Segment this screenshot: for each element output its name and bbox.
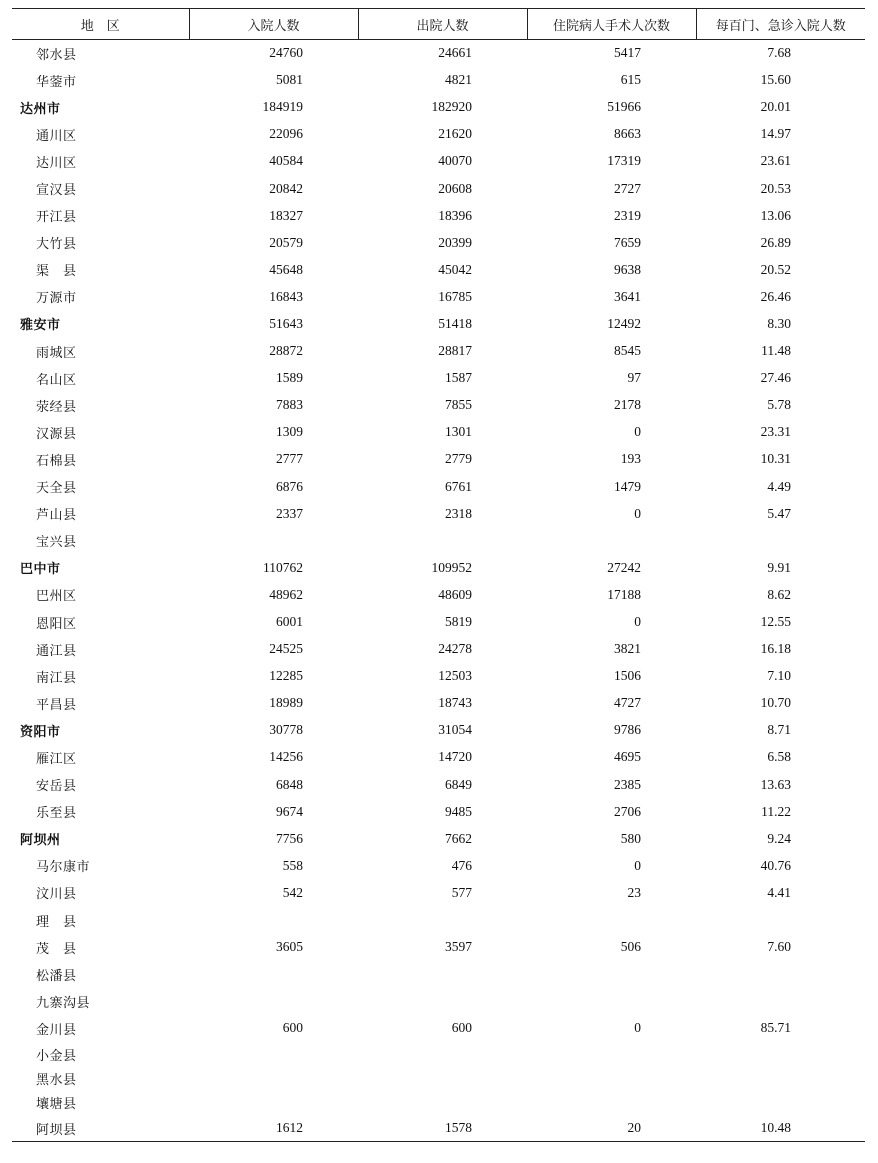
header-admission-rate: 每百门、急诊入院人数 bbox=[696, 9, 865, 40]
surgeries-cell: 2319 bbox=[614, 207, 641, 223]
admission-rate-cell bbox=[696, 1066, 865, 1090]
table-row bbox=[12, 1091, 865, 1115]
table-row bbox=[12, 202, 865, 229]
admissions-cell: 7883 bbox=[276, 397, 303, 413]
discharges-cell: 2318 bbox=[445, 505, 472, 521]
region-name-cell: 黑水县 bbox=[36, 1072, 77, 1088]
surgeries-cell: 2178 bbox=[614, 397, 641, 413]
surgeries-cell: 0 bbox=[634, 857, 641, 873]
surgeries-cell: 9638 bbox=[614, 261, 641, 277]
table-body bbox=[12, 40, 865, 1142]
table-row bbox=[12, 473, 865, 500]
admissions-cell: 558 bbox=[282, 857, 303, 873]
surgeries-cell: 580 bbox=[620, 830, 641, 846]
surgeries-cell: 7659 bbox=[614, 234, 641, 250]
admissions-cell: 7756 bbox=[276, 830, 303, 846]
admissions-cell: 45648 bbox=[269, 261, 303, 277]
discharges-cell: 6849 bbox=[445, 776, 472, 792]
discharges-cell: 18743 bbox=[438, 695, 472, 711]
admission-rate-cell: 4.49 bbox=[767, 478, 791, 494]
admission-rate-cell: 7.10 bbox=[767, 668, 791, 684]
admission-rate-cell: 27.46 bbox=[760, 370, 791, 386]
header-discharges: 出院人数 bbox=[358, 9, 527, 40]
admission-rate-cell: 26.89 bbox=[760, 234, 791, 250]
table-row bbox=[12, 608, 865, 635]
region-name-cell: 巴州区 bbox=[36, 589, 77, 605]
table-row bbox=[12, 365, 865, 392]
admission-rate-cell: 16.18 bbox=[760, 641, 791, 657]
surgeries-cell: 3821 bbox=[614, 641, 641, 657]
admissions-cell: 18327 bbox=[269, 207, 303, 223]
admissions-cell: 51643 bbox=[269, 315, 303, 331]
discharges-cell bbox=[358, 907, 527, 934]
table-row bbox=[12, 636, 865, 663]
region-name-cell: 荥经县 bbox=[36, 399, 77, 415]
table-row bbox=[12, 934, 865, 961]
admission-rate-cell: 23.31 bbox=[760, 424, 791, 440]
admissions-cell bbox=[189, 1091, 358, 1115]
table-row bbox=[12, 581, 865, 608]
surgeries-cell bbox=[527, 988, 696, 1015]
admission-rate-cell: 40.76 bbox=[760, 857, 791, 873]
discharges-cell: 3597 bbox=[445, 939, 472, 955]
admission-rate-cell: 7.60 bbox=[767, 939, 791, 955]
admission-rate-cell: 11.22 bbox=[761, 803, 791, 819]
table-row bbox=[12, 879, 865, 906]
admissions-cell: 3605 bbox=[276, 939, 303, 955]
admissions-cell: 48962 bbox=[269, 586, 303, 602]
admissions-cell bbox=[189, 1066, 358, 1090]
table-row bbox=[12, 907, 865, 934]
admissions-cell: 20579 bbox=[269, 234, 303, 250]
discharges-cell bbox=[358, 1066, 527, 1090]
region-name-cell: 名山区 bbox=[36, 372, 77, 388]
region-name-cell: 小金县 bbox=[36, 1048, 77, 1064]
admissions-cell: 1309 bbox=[276, 424, 303, 440]
discharges-cell bbox=[358, 1091, 527, 1115]
region-name-cell: 金川县 bbox=[36, 1022, 77, 1038]
discharges-cell: 182920 bbox=[431, 99, 472, 115]
region-name-cell: 通川区 bbox=[36, 128, 77, 144]
admissions-cell: 2337 bbox=[276, 505, 303, 521]
discharges-cell bbox=[358, 988, 527, 1015]
region-name-cell: 阿坝县 bbox=[12, 1115, 189, 1142]
admission-rate-cell: 14.97 bbox=[760, 126, 791, 142]
admissions-cell: 6848 bbox=[276, 776, 303, 792]
admissions-cell bbox=[189, 907, 358, 934]
admissions-cell: 20842 bbox=[269, 180, 303, 196]
admissions-cell: 12285 bbox=[269, 668, 303, 684]
admissions-cell: 6001 bbox=[276, 614, 303, 630]
discharges-cell: 16785 bbox=[438, 288, 472, 304]
discharges-cell: 24661 bbox=[438, 45, 472, 61]
discharges-cell: 51418 bbox=[438, 315, 472, 331]
discharges-cell: 600 bbox=[451, 1020, 472, 1036]
surgeries-cell: 615 bbox=[620, 72, 641, 88]
region-name-cell: 达川区 bbox=[36, 155, 77, 171]
region-name-cell: 理 县 bbox=[36, 914, 77, 930]
statistics-table-container bbox=[12, 8, 865, 1142]
region-name-cell: 宣汉县 bbox=[36, 183, 77, 199]
table-row bbox=[12, 338, 865, 365]
admission-rate-cell: 8.30 bbox=[767, 315, 791, 331]
region-name-cell: 乐至县 bbox=[36, 806, 77, 822]
admissions-cell bbox=[189, 527, 358, 554]
table-row bbox=[12, 148, 865, 175]
table-row-city bbox=[12, 825, 865, 852]
admissions-cell: 2777 bbox=[276, 451, 303, 467]
surgeries-cell: 2727 bbox=[614, 180, 641, 196]
region-name-cell: 雁江区 bbox=[36, 751, 77, 767]
admissions-cell bbox=[189, 961, 358, 988]
admissions-cell bbox=[189, 1042, 358, 1066]
table-row bbox=[12, 1042, 865, 1066]
admission-rate-cell: 20.01 bbox=[760, 99, 791, 115]
discharges-cell: 6761 bbox=[445, 478, 472, 494]
admissions-cell: 40584 bbox=[269, 153, 303, 169]
surgeries-cell bbox=[527, 1066, 696, 1090]
surgeries-cell: 4695 bbox=[614, 749, 641, 765]
region-name-cell: 平昌县 bbox=[36, 697, 77, 713]
surgeries-cell: 0 bbox=[634, 614, 641, 630]
admission-rate-cell: 5.78 bbox=[767, 397, 791, 413]
discharges-cell: 12503 bbox=[438, 668, 472, 684]
region-name-cell: 恩阳区 bbox=[36, 616, 77, 632]
admissions-cell: 110762 bbox=[263, 559, 303, 575]
surgeries-cell: 0 bbox=[634, 1020, 641, 1036]
surgeries-cell: 5417 bbox=[614, 45, 641, 61]
admission-rate-cell: 10.48 bbox=[696, 1115, 865, 1142]
discharges-cell: 7855 bbox=[445, 397, 472, 413]
region-name-cell: 天全县 bbox=[36, 481, 77, 497]
surgeries-cell: 1479 bbox=[614, 478, 641, 494]
surgeries-cell: 0 bbox=[634, 424, 641, 440]
table-row bbox=[12, 798, 865, 825]
admission-rate-cell: 85.71 bbox=[760, 1020, 791, 1036]
admission-rate-cell bbox=[696, 1042, 865, 1066]
surgeries-cell: 1506 bbox=[614, 668, 641, 684]
admission-rate-cell: 4.41 bbox=[767, 884, 791, 900]
region-name-cell: 茂 县 bbox=[36, 941, 77, 957]
region-name-cell: 资阳市 bbox=[20, 724, 61, 740]
admission-rate-cell: 8.62 bbox=[767, 586, 791, 602]
surgeries-cell: 506 bbox=[620, 939, 641, 955]
admission-rate-cell: 12.55 bbox=[760, 614, 791, 630]
region-name-cell: 华蓥市 bbox=[36, 74, 77, 90]
discharges-cell: 2779 bbox=[445, 451, 472, 467]
admissions-cell: 542 bbox=[282, 884, 303, 900]
admission-rate-cell bbox=[696, 1091, 865, 1115]
discharges-cell bbox=[358, 527, 527, 554]
surgeries-cell: 2706 bbox=[614, 803, 641, 819]
discharges-cell: 24278 bbox=[438, 641, 472, 657]
discharges-cell: 40070 bbox=[438, 153, 472, 169]
admissions-cell: 184919 bbox=[262, 99, 303, 115]
admissions-cell: 22096 bbox=[269, 126, 303, 142]
discharges-cell: 4821 bbox=[445, 72, 472, 88]
table-row bbox=[12, 1115, 865, 1142]
region-name-cell: 汶川县 bbox=[36, 887, 77, 903]
surgeries-cell: 23 bbox=[627, 884, 641, 900]
region-name-cell: 南江县 bbox=[36, 670, 77, 686]
surgeries-cell: 12492 bbox=[607, 315, 641, 331]
discharges-cell: 31054 bbox=[438, 722, 472, 738]
admission-rate-cell: 26.46 bbox=[760, 288, 791, 304]
region-name-cell: 石棉县 bbox=[36, 453, 77, 469]
admission-rate-cell: 20.52 bbox=[760, 261, 791, 277]
admission-rate-cell: 9.91 bbox=[767, 559, 791, 575]
admission-rate-cell: 8.71 bbox=[767, 722, 791, 738]
region-name-cell: 渠 县 bbox=[36, 264, 77, 280]
surgeries-cell: 8663 bbox=[614, 126, 641, 142]
admissions-cell: 1589 bbox=[276, 370, 303, 386]
discharges-cell: 48609 bbox=[438, 586, 472, 602]
region-name-cell: 壤塘县 bbox=[36, 1097, 77, 1113]
table-row bbox=[12, 419, 865, 446]
surgeries-cell: 0 bbox=[634, 505, 641, 521]
region-name-cell: 宝兴县 bbox=[36, 535, 77, 551]
admissions-cell: 30778 bbox=[269, 722, 303, 738]
surgeries-cell: 193 bbox=[620, 451, 641, 467]
table-row bbox=[12, 852, 865, 879]
discharges-cell: 7662 bbox=[445, 830, 472, 846]
admission-rate-cell: 6.58 bbox=[767, 749, 791, 765]
admission-rate-cell: 11.48 bbox=[761, 343, 791, 359]
admission-rate-cell bbox=[696, 527, 865, 554]
table-row bbox=[12, 744, 865, 771]
header-admissions: 入院人数 bbox=[189, 9, 358, 40]
surgeries-cell: 27242 bbox=[607, 559, 641, 575]
region-name-cell: 万源市 bbox=[36, 291, 77, 307]
admission-rate-cell: 15.60 bbox=[760, 72, 791, 88]
header-surgeries: 住院病人手术人次数 bbox=[527, 9, 696, 40]
discharges-cell: 18396 bbox=[438, 207, 472, 223]
table-row bbox=[12, 690, 865, 717]
table-row bbox=[12, 175, 865, 202]
discharges-cell: 1587 bbox=[445, 370, 472, 386]
discharges-cell: 21620 bbox=[438, 126, 472, 142]
table-row bbox=[12, 961, 865, 988]
table-row bbox=[12, 446, 865, 473]
region-name-cell: 开江县 bbox=[36, 210, 77, 226]
table-row bbox=[12, 1015, 865, 1042]
admission-rate-cell: 10.31 bbox=[760, 451, 791, 467]
region-name-cell: 九寨沟县 bbox=[36, 995, 91, 1011]
discharges-cell: 28817 bbox=[438, 343, 472, 359]
discharges-cell: 9485 bbox=[445, 803, 472, 819]
admissions-cell: 600 bbox=[282, 1020, 303, 1036]
table-row bbox=[12, 121, 865, 148]
table-row bbox=[12, 771, 865, 798]
admission-rate-cell: 7.68 bbox=[767, 45, 791, 61]
admission-rate-cell: 13.06 bbox=[760, 207, 791, 223]
surgeries-cell: 20 bbox=[527, 1115, 696, 1142]
region-name-cell: 邻水县 bbox=[36, 47, 77, 63]
discharges-cell: 1578 bbox=[358, 1115, 527, 1142]
table-row bbox=[12, 663, 865, 690]
table-row bbox=[12, 67, 865, 94]
admissions-cell: 18989 bbox=[269, 695, 303, 711]
surgeries-cell bbox=[527, 1042, 696, 1066]
discharges-cell: 20608 bbox=[438, 180, 472, 196]
table-header bbox=[12, 9, 865, 40]
surgeries-cell: 4727 bbox=[614, 695, 641, 711]
surgeries-cell: 17319 bbox=[607, 153, 641, 169]
region-name-cell: 大竹县 bbox=[36, 237, 77, 253]
surgeries-cell: 2385 bbox=[614, 776, 641, 792]
region-name-cell: 马尔康市 bbox=[36, 860, 91, 876]
region-name-cell: 雅安市 bbox=[20, 318, 61, 334]
region-name-cell: 安岳县 bbox=[36, 779, 77, 795]
table-row bbox=[12, 527, 865, 554]
admissions-cell: 1612 bbox=[189, 1115, 358, 1142]
admission-rate-cell bbox=[696, 988, 865, 1015]
discharges-cell: 109952 bbox=[431, 559, 472, 575]
surgeries-cell bbox=[527, 527, 696, 554]
surgeries-cell: 9786 bbox=[614, 722, 641, 738]
discharges-cell bbox=[358, 1042, 527, 1066]
admissions-cell: 16843 bbox=[269, 288, 303, 304]
discharges-cell bbox=[358, 961, 527, 988]
table-row-city bbox=[12, 554, 865, 581]
admissions-cell: 28872 bbox=[269, 343, 303, 359]
discharges-cell: 476 bbox=[451, 857, 472, 873]
region-name-cell: 雨城区 bbox=[36, 345, 77, 361]
table-row-city bbox=[12, 310, 865, 337]
table-row bbox=[12, 1066, 865, 1090]
admission-rate-cell: 13.63 bbox=[760, 776, 791, 792]
admission-rate-cell: 9.24 bbox=[767, 830, 791, 846]
region-name-cell: 芦山县 bbox=[36, 508, 77, 524]
header-region: 地 区 bbox=[12, 9, 189, 40]
surgeries-cell bbox=[527, 907, 696, 934]
surgeries-cell bbox=[527, 1091, 696, 1115]
table-row bbox=[12, 40, 865, 67]
table-row-city bbox=[12, 717, 865, 744]
region-name-cell: 阿坝州 bbox=[20, 833, 61, 849]
table-row bbox=[12, 988, 865, 1015]
surgeries-cell: 97 bbox=[627, 370, 641, 386]
table-row-city bbox=[12, 94, 865, 121]
region-name-cell: 达州市 bbox=[20, 101, 61, 117]
discharges-cell: 20399 bbox=[438, 234, 472, 250]
discharges-cell: 14720 bbox=[438, 749, 472, 765]
hospital-statistics-table bbox=[12, 8, 865, 1142]
surgeries-cell: 3641 bbox=[614, 288, 641, 304]
discharges-cell: 577 bbox=[451, 884, 472, 900]
surgeries-cell bbox=[527, 961, 696, 988]
admission-rate-cell: 23.61 bbox=[760, 153, 791, 169]
table-row bbox=[12, 256, 865, 283]
admission-rate-cell: 5.47 bbox=[767, 505, 791, 521]
region-name-cell: 松潘县 bbox=[36, 968, 77, 984]
discharges-cell: 45042 bbox=[438, 261, 472, 277]
admission-rate-cell bbox=[696, 907, 865, 934]
admission-rate-cell: 20.53 bbox=[760, 180, 791, 196]
admissions-cell: 14256 bbox=[269, 749, 303, 765]
admissions-cell: 6876 bbox=[276, 478, 303, 494]
admissions-cell: 24760 bbox=[269, 45, 303, 61]
table-row bbox=[12, 392, 865, 419]
discharges-cell: 1301 bbox=[445, 424, 472, 440]
region-name-cell: 通江县 bbox=[36, 643, 77, 659]
discharges-cell: 5819 bbox=[445, 614, 472, 630]
region-name-cell: 巴中市 bbox=[20, 562, 61, 578]
admission-rate-cell: 10.70 bbox=[760, 695, 791, 711]
surgeries-cell: 17188 bbox=[607, 586, 641, 602]
admissions-cell bbox=[189, 988, 358, 1015]
admissions-cell: 9674 bbox=[276, 803, 303, 819]
admissions-cell: 24525 bbox=[269, 641, 303, 657]
surgeries-cell: 51966 bbox=[607, 99, 641, 115]
table-row bbox=[12, 500, 865, 527]
table-row bbox=[12, 229, 865, 256]
admissions-cell: 5081 bbox=[276, 72, 303, 88]
admission-rate-cell bbox=[696, 961, 865, 988]
surgeries-cell: 8545 bbox=[614, 343, 641, 359]
table-row bbox=[12, 283, 865, 310]
region-name-cell: 汉源县 bbox=[36, 426, 77, 442]
